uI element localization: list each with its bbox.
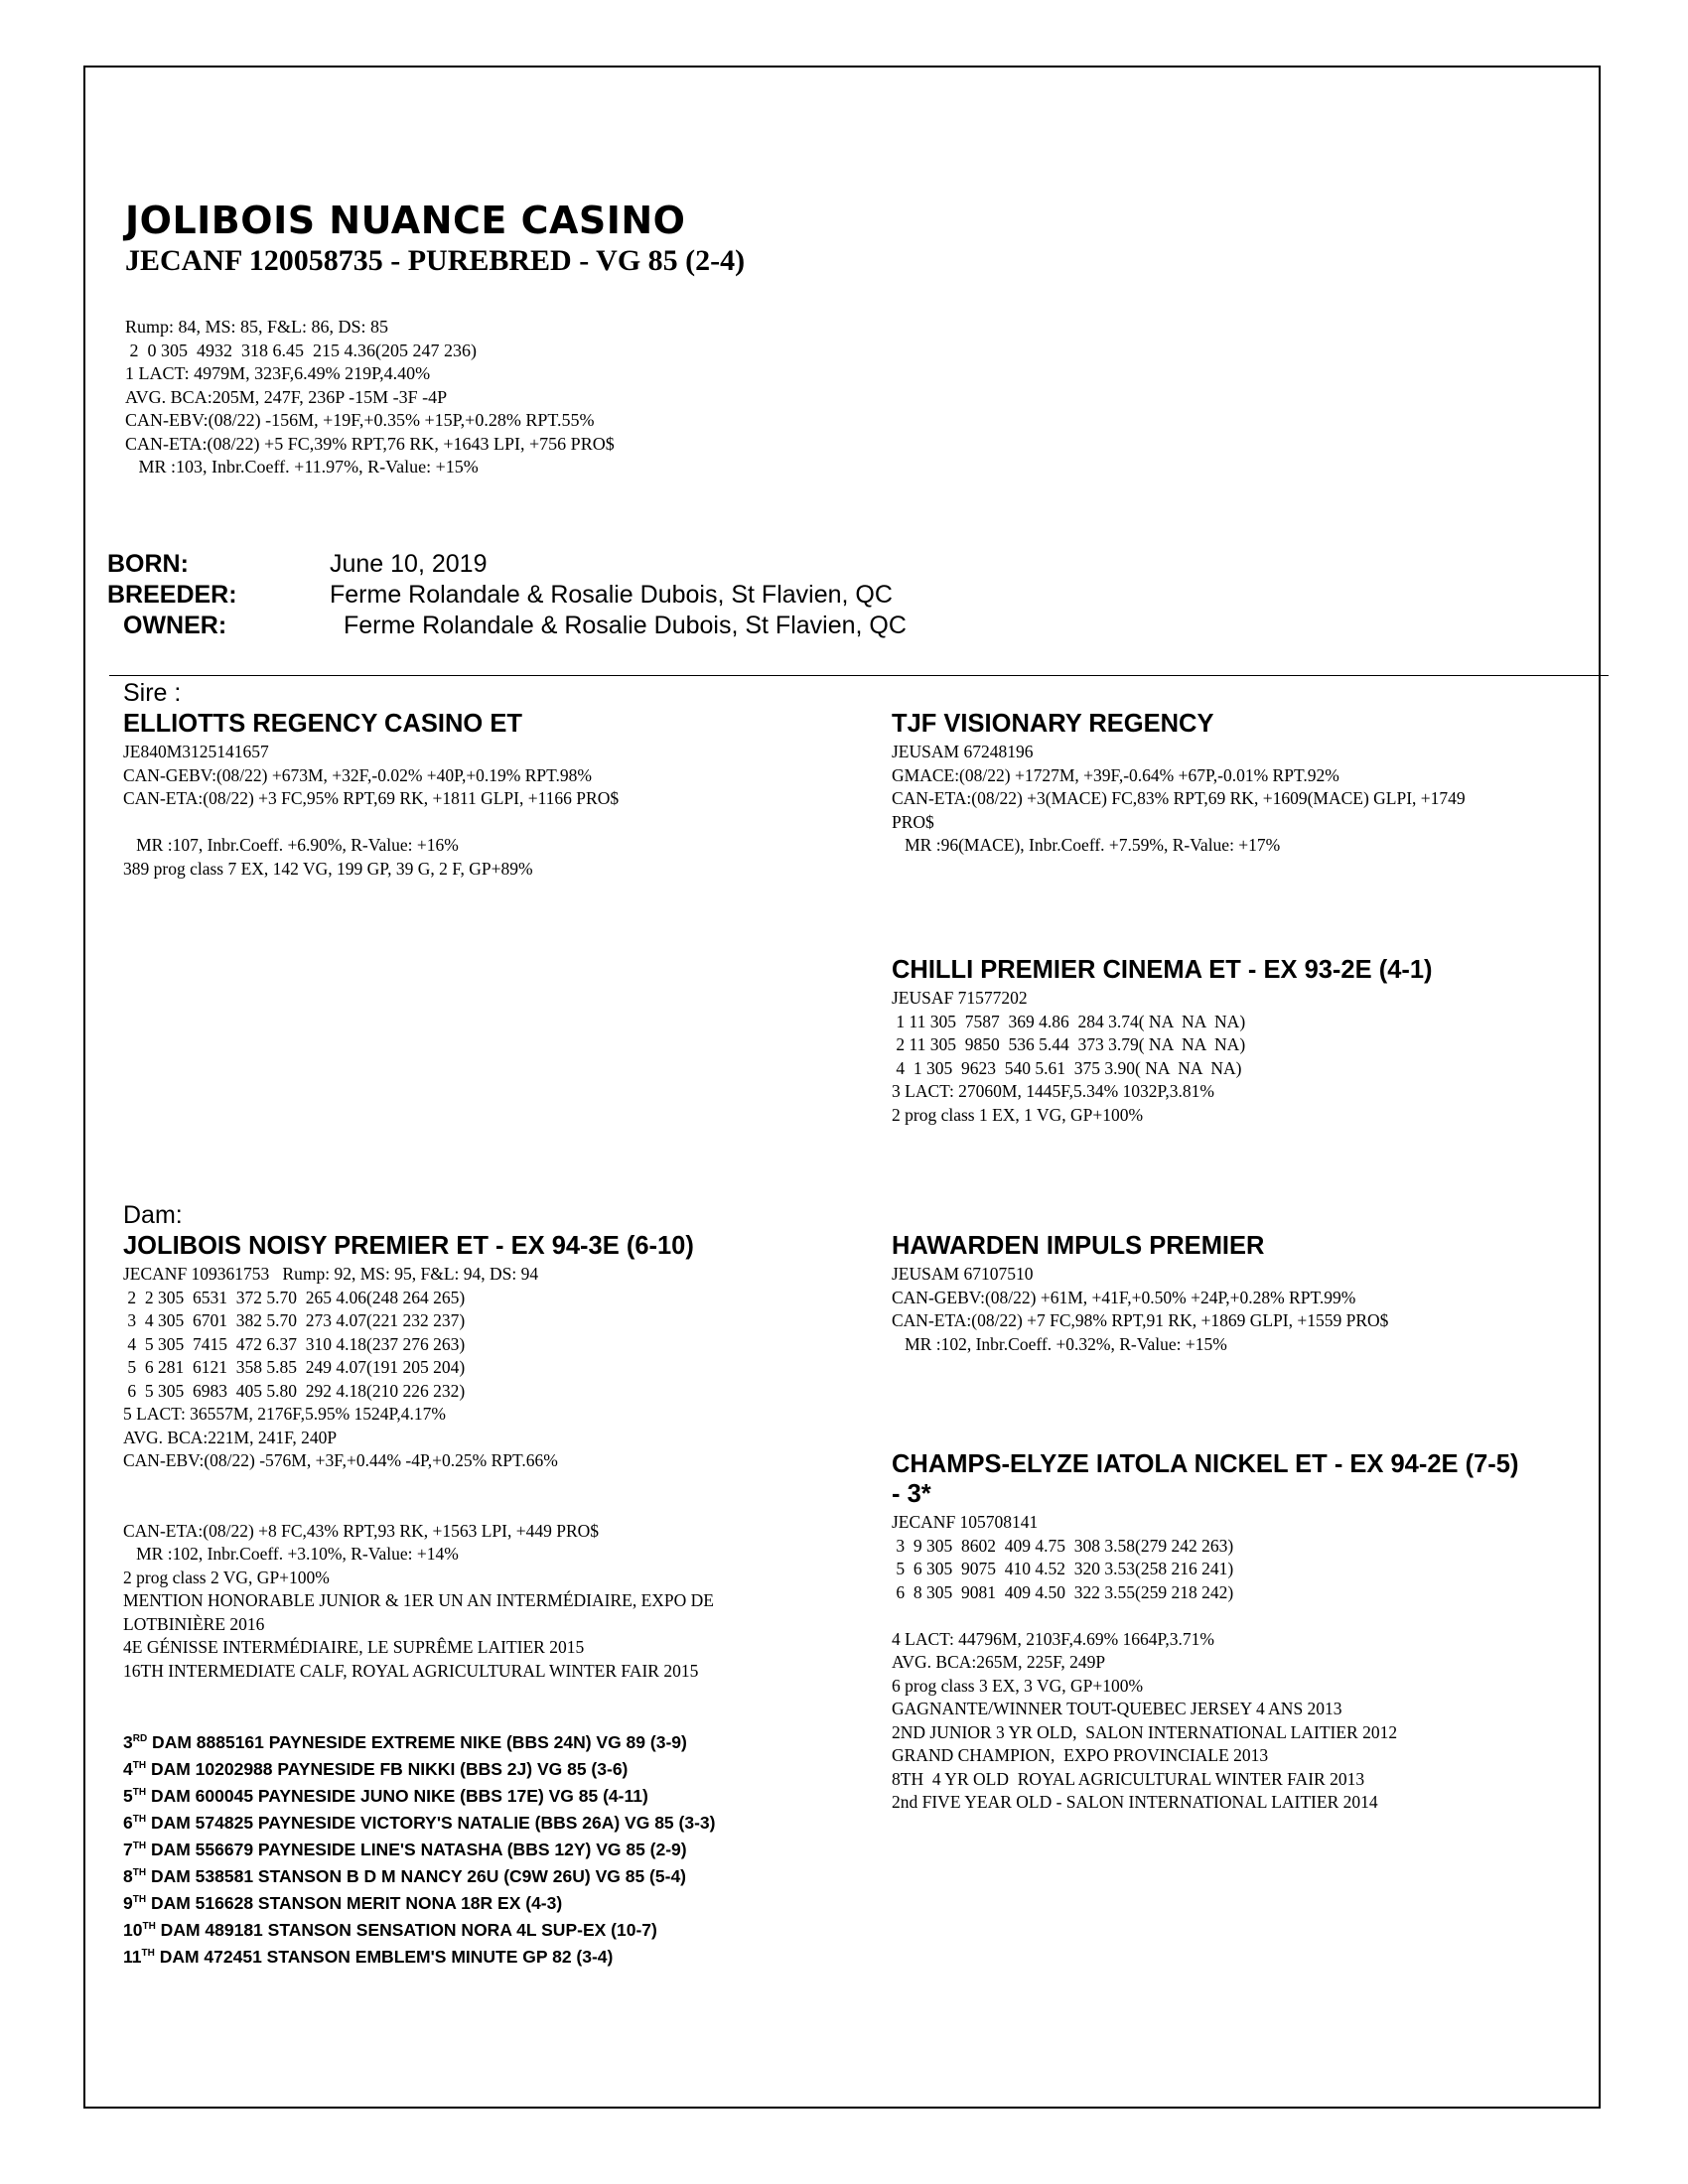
sire-label: Sire :: [123, 679, 182, 707]
detail-line: 2ND JUNIOR 3 YR OLD, SALON INTERNATIONAL LAITIER 2012: [892, 1721, 1398, 1742]
section-divider: [109, 675, 1609, 676]
generation-row: [123, 1783, 715, 1810]
owner-value: Ferme Rolandale & Rosalie Dubois, St Flavien, QC: [344, 612, 907, 639]
generation-ordinal: TH: [142, 1921, 156, 1933]
detail-line: GAGNANTE/WINNER TOUT-QUEBEC JERSEY 4 ANS 2013: [892, 1699, 1342, 1718]
detail-line: 3 4 305 6701 382 5.70 273 4.07(221 232 237): [123, 1310, 466, 1330]
generation-ordinal: TH: [132, 1841, 147, 1852]
detail-line: [123, 811, 619, 835]
detail-line: MR :107, Inbr.Coeff. +6.90%, R-Value: +16%: [123, 835, 459, 855]
generation-text: DAM 8885161 PAYNESIDE EXTREME NIKE (BBS 24N) VG 89 (3-9): [147, 1732, 687, 1752]
generation-text: DAM 516628 STANSON MERIT NONA 18R EX (4-3): [146, 1893, 563, 1913]
generation-ordinal: TH: [141, 1948, 155, 1960]
generation-row: [123, 1917, 715, 1944]
dam-dam-details: [892, 1511, 1397, 1815]
detail-line: AVG. BCA:265M, 225F, 249P: [892, 1652, 1106, 1672]
detail-line: 16TH INTERMEDIATE CALF, ROYAL AGRICULTURAL WINTER FAIR 2015: [123, 1660, 699, 1681]
detail-line: [123, 1496, 714, 1520]
detail-line: 2 0 305 4932 318 6.45 215 4.36(205 247 236): [125, 340, 477, 360]
born-value: June 10, 2019: [330, 550, 488, 578]
detail-line: 2 prog class 1 EX, 1 VG, GP+100%: [892, 1104, 1144, 1125]
detail-line: CAN-EBV:(08/22) -576M, +3F,+0.44% -4P,+0.25% RPT.66%: [123, 1450, 558, 1470]
detail-line: CAN-ETA:(08/22) +8 FC,43% RPT,93 RK, +1563 LPI, +449 PRO$: [123, 1520, 600, 1541]
detail-line: JE840M3125141657: [123, 742, 269, 761]
detail-line: [892, 1604, 1397, 1628]
generation-row: [123, 1729, 715, 1756]
detail-line: JEUSAM 67248196: [892, 742, 1034, 761]
animal-name: JOLIBOIS NUANCE CASINO: [125, 199, 686, 242]
generation-row: [123, 1863, 715, 1890]
detail-line: CAN-ETA:(08/22) +5 FC,39% RPT,76 RK, +1643 LPI, +756 PRO$: [125, 433, 615, 454]
generation-ordinal: TH: [132, 1787, 147, 1799]
generation-row: [123, 1890, 715, 1917]
generation-text: DAM 600045 PAYNESIDE JUNO NIKE (BBS 17E) VG 85 (4-11): [146, 1786, 648, 1806]
sire-sire-name: TJF VISIONARY REGENCY: [892, 710, 1214, 738]
detail-line: 3 LACT: 27060M, 1445F,5.34% 1032P,3.81%: [892, 1081, 1214, 1101]
generation-row: [123, 1810, 715, 1837]
detail-line: 5 6 281 6121 358 5.85 249 4.07(191 205 204): [123, 1357, 466, 1377]
detail-line: MENTION HONORABLE JUNIOR & 1ER UN AN INTERMÉDIAIRE, EXPO DE: [123, 1590, 714, 1610]
detail-line: AVG. BCA:221M, 241F, 240P: [123, 1427, 338, 1447]
detail-line: 3 9 305 8602 409 4.75 308 3.58(279 242 263): [892, 1535, 1234, 1556]
generations-list: [123, 1729, 715, 1971]
detail-line: 389 prog class 7 EX, 142 VG, 199 GP, 39 G, 2 F, GP+89%: [123, 858, 533, 879]
sire-sire-details: [892, 741, 1466, 858]
generation-text: DAM 538581 STANSON B D M NANCY 26U (C9W 26U) VG 85 (5-4): [146, 1866, 687, 1886]
detail-line: 5 6 305 9075 410 4.52 320 3.53(258 216 241): [892, 1559, 1234, 1578]
generation-number: 9: [123, 1893, 133, 1913]
detail-line: 4 1 305 9623 540 5.61 375 3.90( NA NA NA): [892, 1057, 1242, 1078]
generation-row: [123, 1944, 715, 1971]
generation-row: [123, 1756, 715, 1783]
generation-number: 11: [123, 1947, 142, 1967]
generation-text: DAM 489181 STANSON SENSATION NORA 4L SUP-EX (10-7): [155, 1920, 657, 1940]
generation-ordinal: TH: [132, 1894, 147, 1906]
detail-line: GRAND CHAMPION, EXPO PROVINCIALE 2013: [892, 1745, 1269, 1765]
generation-number: 7: [123, 1840, 133, 1859]
detail-line: PRO$: [892, 811, 934, 832]
detail-line: JEUSAM 67107510: [892, 1264, 1034, 1284]
detail-line: CAN-ETA:(08/22) +7 FC,98% RPT,91 RK, +1869 GLPI, +1559 PRO$: [892, 1310, 1389, 1330]
dam-name: JOLIBOIS NOISY PREMIER ET - EX 94-3E (6-10): [123, 1232, 694, 1260]
detail-line: JEUSAF 71577202: [892, 988, 1028, 1008]
detail-line: AVG. BCA:205M, 247F, 236P -15M -3F -4P: [125, 386, 448, 407]
detail-line: 2nd FIVE YEAR OLD - SALON INTERNATIONAL LAITIER 2014: [892, 1792, 1378, 1812]
detail-line: 8TH 4 YR OLD ROYAL AGRICULTURAL WINTER FAIR 2013: [892, 1768, 1365, 1789]
detail-line: 2 2 305 6531 372 5.70 265 4.06(248 264 265): [123, 1287, 466, 1307]
dam-sire-name: HAWARDEN IMPULS PREMIER: [892, 1232, 1265, 1260]
detail-line: 6 5 305 6983 405 5.80 292 4.18(210 226 232): [123, 1380, 466, 1401]
dam-dam-name: CHAMPS-ELYZE IATOLA NICKEL ET - EX 94-2E (7-5): [892, 1450, 1519, 1478]
detail-line: MR :102, Inbr.Coeff. +0.32%, R-Value: +15%: [892, 1333, 1227, 1354]
generation-ordinal: TH: [132, 1867, 147, 1879]
animal-registration: JECANF 120058735 - PUREBRED - VG 85 (2-4): [125, 244, 746, 277]
detail-line: 4E GÉNISSE INTERMÉDIAIRE, LE SUPRÊME LAITIER 2015: [123, 1637, 585, 1657]
detail-line: 2 prog class 2 VG, GP+100%: [123, 1567, 330, 1587]
generation-text: DAM 10202988 PAYNESIDE FB NIKKI (BBS 2J) VG 85 (3-6): [146, 1759, 629, 1779]
detail-line: 4 5 305 7415 472 6.37 310 4.18(237 276 263): [123, 1333, 466, 1354]
detail-line: MR :102, Inbr.Coeff. +3.10%, R-Value: +14%: [123, 1544, 459, 1564]
generation-text: DAM 556679 PAYNESIDE LINE'S NATASHA (BBS 12Y) VG 85 (2-9): [146, 1840, 687, 1859]
generation-ordinal: TH: [132, 1760, 147, 1772]
detail-line: CAN-GEBV:(08/22) +61M, +41F,+0.50% +24P,+0.28% RPT.99%: [892, 1287, 1356, 1307]
sire-name: ELLIOTTS REGENCY CASINO ET: [123, 710, 522, 738]
animal-details: [125, 316, 615, 479]
breeder-label: BREEDER:: [107, 581, 237, 609]
detail-line: CAN-GEBV:(08/22) +673M, +32F,-0.02% +40P,+0.19% RPT.98%: [123, 764, 593, 785]
detail-line: GMACE:(08/22) +1727M, +39F,-0.64% +67P,-0.01% RPT.92%: [892, 764, 1339, 785]
breeder-value: Ferme Rolandale & Rosalie Dubois, St Flavien, QC: [330, 581, 893, 609]
detail-line: 1 11 305 7587 369 4.86 284 3.74( NA NA NA): [892, 1011, 1246, 1031]
dam-details: [123, 1263, 714, 1683]
generation-ordinal: TH: [132, 1814, 147, 1826]
generation-row: [123, 1837, 715, 1863]
detail-line: 6 prog class 3 EX, 3 VG, GP+100%: [892, 1675, 1144, 1696]
detail-line: 2 11 305 9850 536 5.44 373 3.79( NA NA NA): [892, 1034, 1246, 1054]
sire-details: [123, 741, 619, 881]
generation-number: 5: [123, 1786, 133, 1806]
generation-number: 4: [123, 1759, 133, 1779]
detail-line: 5 LACT: 36557M, 2176F,5.95% 1524P,4.17%: [123, 1404, 446, 1424]
generation-text: DAM 574825 PAYNESIDE VICTORY'S NATALIE (BBS 26A) VG 85 (3-3): [146, 1813, 716, 1833]
generation-number: 6: [123, 1813, 133, 1833]
generation-number: 10: [123, 1920, 143, 1940]
detail-line: JECANF 109361753 Rump: 92, MS: 95, F&L: 94, DS: 94: [123, 1264, 539, 1284]
generation-ordinal: RD: [132, 1733, 148, 1745]
detail-line: [123, 1473, 714, 1497]
detail-line: 4 LACT: 44796M, 2103F,4.69% 1664P,3.71%: [892, 1628, 1214, 1649]
detail-line: 1 LACT: 4979M, 323F,6.49% 219P,4.40%: [125, 363, 431, 383]
born-label: BORN:: [107, 550, 189, 578]
sire-dam-details: [892, 987, 1245, 1127]
generation-number: 8: [123, 1866, 133, 1886]
generation-number: 3: [123, 1732, 133, 1752]
detail-line: CAN-ETA:(08/22) +3(MACE) FC,83% RPT,69 RK, +1609(MACE) GLPI, +1749: [892, 788, 1466, 808]
generation-text: DAM 472451 STANSON EMBLEM'S MINUTE GP 82 (3-4): [154, 1947, 614, 1967]
owner-label: OWNER:: [123, 612, 227, 639]
dam-sire-details: [892, 1263, 1388, 1356]
detail-line: MR :103, Inbr.Coeff. +11.97%, R-Value: +15%: [125, 457, 479, 477]
detail-line: JECANF 105708141: [892, 1512, 1039, 1532]
detail-line: CAN-ETA:(08/22) +3 FC,95% RPT,69 RK, +1811 GLPI, +1166 PRO$: [123, 788, 620, 808]
detail-line: Rump: 84, MS: 85, F&L: 86, DS: 85: [125, 317, 389, 337]
detail-line: MR :96(MACE), Inbr.Coeff. +7.59%, R-Value: +17%: [892, 835, 1281, 855]
detail-line: LOTBINIÈRE 2016: [123, 1613, 265, 1634]
detail-line: CAN-EBV:(08/22) -156M, +19F,+0.35% +15P,+0.28% RPT.55%: [125, 410, 595, 430]
dam-dam-name-cont: - 3*: [892, 1480, 931, 1508]
detail-line: 6 8 305 9081 409 4.50 322 3.55(259 218 242): [892, 1581, 1234, 1602]
dam-label: Dam:: [123, 1201, 183, 1229]
sire-dam-name: CHILLI PREMIER CINEMA ET - EX 93-2E (4-1): [892, 956, 1433, 984]
